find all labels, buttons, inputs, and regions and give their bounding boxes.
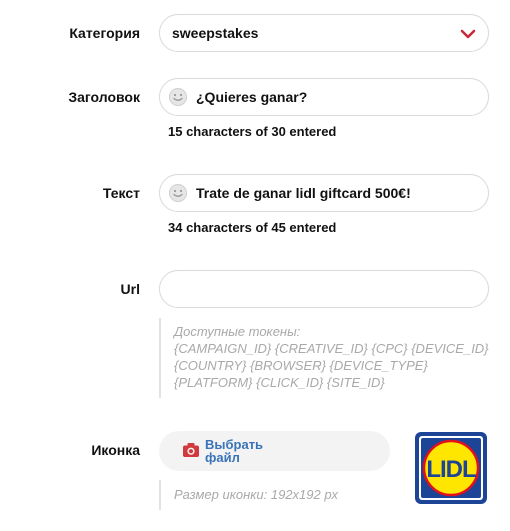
hint-line: {PLATFORM} {CLICK_ID} {SITE_ID} xyxy=(174,375,385,390)
emoji-picker-icon[interactable] xyxy=(168,87,188,107)
url-tokens-hint xyxy=(159,318,489,398)
text-input[interactable] xyxy=(159,174,489,212)
url-label: Url xyxy=(120,281,140,297)
choose-file-label-line2: файл xyxy=(205,450,240,465)
title-label: Заголовок xyxy=(68,89,140,105)
category-select[interactable] xyxy=(159,14,489,52)
url-input[interactable] xyxy=(159,270,489,308)
title-value: ¿Quieres ganar? xyxy=(196,89,308,105)
title-input[interactable] xyxy=(159,78,489,116)
choose-file-label-line1: Выбрать xyxy=(205,437,264,452)
icon-size-hint-text: Размер иконки: 192x192 px xyxy=(174,487,339,502)
hint-line: Доступные токены: xyxy=(174,324,301,339)
text-char-counter: 34 characters of 45 entered xyxy=(168,220,337,235)
choose-file-label xyxy=(205,438,285,464)
choose-file-button[interactable] xyxy=(159,431,390,471)
title-char-counter: 15 characters of 30 entered xyxy=(168,124,337,139)
text-value: Trate de ganar lidl giftcard 500€! xyxy=(196,185,411,201)
emoji-picker-icon[interactable] xyxy=(168,183,188,203)
category-label: Категория xyxy=(69,25,140,41)
hint-line: {CAMPAIGN_ID} {CREATIVE_ID} {CPC} {DEVICE_ID} xyxy=(174,341,489,356)
logo-text: LIDL xyxy=(426,456,476,483)
icon-label: Иконка xyxy=(91,442,140,458)
text-label: Текст xyxy=(102,185,140,201)
hint-line: {COUNTRY} {BROWSER} {DEVICE_TYPE} xyxy=(174,358,428,373)
camera-icon xyxy=(182,442,200,463)
category-value: sweepstakes xyxy=(172,25,259,41)
lidl-logo-preview xyxy=(415,432,487,504)
chevron-down-icon[interactable] xyxy=(460,27,476,43)
